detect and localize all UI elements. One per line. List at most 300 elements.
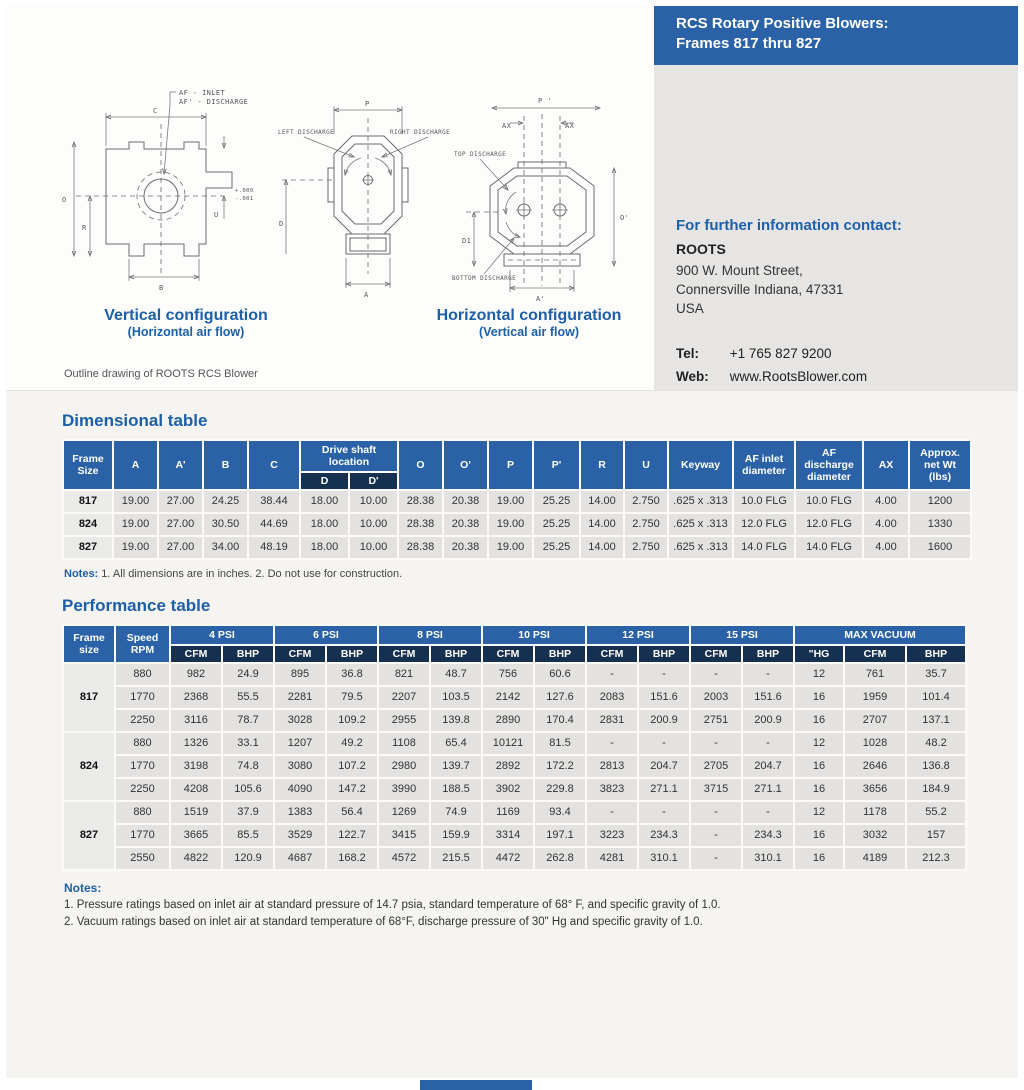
horizontal-configuration-drawing (452, 90, 660, 306)
perf-value-cell: 2083 (586, 686, 638, 709)
perf-value-cell: 79.5 (326, 686, 378, 709)
perf-value-cell: 2281 (274, 686, 326, 709)
perf-table-row (63, 709, 966, 732)
dim-column-header: O' (443, 440, 488, 490)
perf-value-cell: 3656 (844, 778, 906, 801)
perf-value-cell: 3198 (170, 755, 222, 778)
perf-value-cell: 93.4 (534, 801, 586, 824)
psi-group-header: 15 PSI (690, 625, 794, 645)
dim-column-header: A' (158, 440, 203, 490)
address-line: Connersville Indiana, 47331 (676, 282, 844, 297)
perf-value-cell: 184.9 (906, 778, 966, 801)
perf-value-cell: 2831 (586, 709, 638, 732)
speed-rpm-cell: 2550 (115, 847, 170, 870)
dim-cell: 10.00 (349, 490, 398, 513)
perf-value-cell: 821 (378, 663, 430, 686)
perf-value-cell: 262.8 (534, 847, 586, 870)
tel-value: +1 765 827 9200 (729, 346, 832, 361)
perf-value-cell: 10121 (482, 732, 534, 755)
dim-cell: 1200 (909, 490, 971, 513)
perf-value-cell: 197.1 (534, 824, 586, 847)
dim-cell: 10.0 FLG (733, 490, 795, 513)
tolerance-plus: +.000 (235, 188, 254, 194)
outline-drawing-note: Outline drawing of ROOTS RCS Blower (64, 368, 258, 380)
dim-cell: 48.19 (248, 536, 300, 559)
web-row (676, 369, 1000, 384)
perf-value-cell: 103.5 (430, 686, 482, 709)
perf-value-cell: 3990 (378, 778, 430, 801)
perf-value-cell: 2142 (482, 686, 534, 709)
web-value[interactable]: www.RootsBlower.com (729, 369, 868, 384)
dim-label-a: A (364, 291, 369, 299)
dimensional-table (62, 439, 972, 560)
left-right-discharge-drawing (272, 96, 454, 304)
perf-subcolumn-header: BHP (222, 645, 274, 663)
perf-value-cell: 204.7 (742, 755, 794, 778)
perf-value-cell: 16 (794, 847, 844, 870)
top-discharge-label: TOP DISCHARGE (454, 151, 507, 158)
perf-value-cell: - (742, 732, 794, 755)
perf-value-cell: 12 (794, 663, 844, 686)
perf-value-cell: 81.5 (534, 732, 586, 755)
perf-frame-header: Frame size (63, 625, 115, 663)
perf-value-cell: 2751 (690, 709, 742, 732)
dim-table-row (63, 513, 971, 536)
performance-table (62, 624, 967, 871)
perf-value-cell: 215.5 (430, 847, 482, 870)
perf-value-cell: 56.4 (326, 801, 378, 824)
perf-value-cell: 35.7 (906, 663, 966, 686)
dim-column-header: AX (863, 440, 909, 490)
dim-cell: 4.00 (863, 513, 909, 536)
perf-value-cell: - (742, 801, 794, 824)
perf-value-cell: 4281 (586, 847, 638, 870)
dim-label-d: D (279, 220, 284, 228)
perf-value-cell: 2955 (378, 709, 430, 732)
frame-size-cell: 824 (63, 732, 115, 801)
dim-cell: 18.00 (300, 490, 349, 513)
dim-column-header: Approx. net Wt (lbs) (909, 440, 971, 490)
dim-cell: 12.0 FLG (733, 513, 795, 536)
info-column (654, 6, 1018, 390)
dim-cell: 1330 (909, 513, 971, 536)
perf-subcolumn-header: BHP (906, 645, 966, 663)
perf-value-cell: 2368 (170, 686, 222, 709)
perf-value-cell: 3080 (274, 755, 326, 778)
dim-cell: 10.0 FLG (795, 490, 863, 513)
dim-cell: 19.00 (113, 490, 158, 513)
tolerance-minus: -.001 (235, 196, 254, 202)
perf-value-cell: 33.1 (222, 732, 274, 755)
dim-label-r: R (82, 224, 87, 232)
perf-value-cell: 1383 (274, 801, 326, 824)
dim-cell: 24.25 (203, 490, 248, 513)
perf-value-cell: 756 (482, 663, 534, 686)
dim-label-a-prime: A' (536, 295, 546, 303)
perf-value-cell: 3715 (690, 778, 742, 801)
contact-rows (676, 346, 1000, 384)
perf-value-cell: - (638, 732, 690, 755)
perf-value-cell: 16 (794, 686, 844, 709)
perf-subcolumn-header: CFM (586, 645, 638, 663)
perf-value-cell: 60.6 (534, 663, 586, 686)
perf-subcolumn-header: BHP (326, 645, 378, 663)
perf-value-cell: 78.7 (222, 709, 274, 732)
dim-cell: 14.0 FLG (795, 536, 863, 559)
perf-value-cell: - (638, 801, 690, 824)
perf-value-cell: 74.8 (222, 755, 274, 778)
banner-line-1: RCS Rotary Positive Blowers: (676, 15, 889, 32)
dim-table-row (63, 490, 971, 513)
frame-size-cell: 824 (63, 513, 113, 536)
perf-table-row (63, 663, 966, 686)
perf-subcolumn-header: CFM (844, 645, 906, 663)
dim-label-o: O (62, 196, 67, 204)
dim-cell: 28.38 (398, 536, 443, 559)
perf-subcolumn-header: CFM (274, 645, 326, 663)
speed-rpm-cell: 880 (115, 732, 170, 755)
dim-column-header: AF inlet diameter (733, 440, 795, 490)
perf-value-cell: 1028 (844, 732, 906, 755)
dim-cell: 20.38 (443, 490, 488, 513)
perf-value-cell: 101.4 (906, 686, 966, 709)
address-line: 900 W. Mount Street, (676, 263, 803, 278)
speed-rpm-cell: 2250 (115, 709, 170, 732)
contact-heading: For further information contact: (676, 217, 902, 234)
dim-column-header: C (248, 440, 300, 490)
perf-value-cell: 107.2 (326, 755, 378, 778)
dim-label-o-prime: O' (620, 214, 630, 222)
perf-value-cell: 2207 (378, 686, 430, 709)
perf-value-cell: 4822 (170, 847, 222, 870)
psi-group-header: 8 PSI (378, 625, 482, 645)
perf-value-cell: 36.8 (326, 663, 378, 686)
perf-value-cell: 229.8 (534, 778, 586, 801)
dim-cell: 19.00 (113, 536, 158, 559)
perf-value-cell: 122.7 (326, 824, 378, 847)
perf-value-cell: 65.4 (430, 732, 482, 755)
dim-cell: 20.38 (443, 513, 488, 536)
perf-value-cell: 85.5 (222, 824, 274, 847)
perf-value-cell: 151.6 (638, 686, 690, 709)
perf-value-cell: 271.1 (742, 778, 794, 801)
speed-rpm-cell: 880 (115, 663, 170, 686)
dim-column-header: Frame Size (63, 440, 113, 490)
tel-label: Tel: (676, 346, 699, 361)
dim-cell: 14.0 FLG (733, 536, 795, 559)
perf-value-cell: 234.3 (638, 824, 690, 847)
perf-value-cell: 1178 (844, 801, 906, 824)
perf-value-cell: 49.2 (326, 732, 378, 755)
speed-rpm-cell: 1770 (115, 686, 170, 709)
perf-subcolumn-header: CFM (482, 645, 534, 663)
perf-value-cell: 172.2 (534, 755, 586, 778)
horizontal-configuration-caption (402, 306, 656, 339)
perf-value-cell: - (586, 663, 638, 686)
perf-value-cell: 2707 (844, 709, 906, 732)
perf-value-cell: 200.9 (638, 709, 690, 732)
dim-cell: 18.00 (300, 536, 349, 559)
perf-table-row (63, 755, 966, 778)
dim-cell: 10.00 (349, 536, 398, 559)
performance-table-title: Performance table (62, 596, 211, 615)
dim-cell: 18.00 (300, 513, 349, 536)
perf-value-cell: 761 (844, 663, 906, 686)
notes-label: Notes: (64, 881, 102, 895)
dim-cell: 10.00 (349, 513, 398, 536)
web-label: Web: (676, 369, 709, 384)
perf-value-cell: 2705 (690, 755, 742, 778)
perf-value-cell: 3529 (274, 824, 326, 847)
dim-column-header: R (580, 440, 624, 490)
tel-row (676, 346, 1000, 361)
frame-size-cell: 817 (63, 490, 113, 513)
dim-cell: 19.00 (488, 513, 533, 536)
dim-cell: 27.00 (158, 536, 203, 559)
dim-cell: 1600 (909, 536, 971, 559)
ax-left-label: AX (502, 122, 512, 130)
dim-cell: 19.00 (113, 513, 158, 536)
speed-rpm-cell: 2250 (115, 778, 170, 801)
dim-cell: 2.750 (624, 513, 668, 536)
frame-size-cell: 827 (63, 536, 113, 559)
dim-column-header: P' (533, 440, 580, 490)
dim-cell: 14.00 (580, 536, 624, 559)
perf-value-cell: 3314 (482, 824, 534, 847)
perf-value-cell: - (638, 663, 690, 686)
dim-label-p: P (365, 100, 370, 108)
af-discharge-label: AF' - DISCHARGE (179, 98, 249, 106)
dim-cell: 19.00 (488, 490, 533, 513)
right-discharge-label: RIGHT DISCHARGE (390, 129, 451, 136)
dim-table-row (63, 536, 971, 559)
perf-value-cell: 12 (794, 801, 844, 824)
perf-subcolumn-header: BHP (638, 645, 690, 663)
perf-value-cell: 157 (906, 824, 966, 847)
caption-title: Vertical configuration (104, 307, 268, 324)
perf-value-cell: 139.8 (430, 709, 482, 732)
perf-table-row (63, 778, 966, 801)
dim-cell: 28.38 (398, 490, 443, 513)
perf-value-cell: 12 (794, 732, 844, 755)
perf-value-cell: 1326 (170, 732, 222, 755)
perf-subcolumn-header: CFM (170, 645, 222, 663)
perf-value-cell: 16 (794, 755, 844, 778)
perf-table-row (63, 686, 966, 709)
perf-speed-header: Speed RPM (115, 625, 170, 663)
perf-value-cell: 55.2 (906, 801, 966, 824)
speed-rpm-cell: 880 (115, 801, 170, 824)
left-discharge-label: LEFT DISCHARGE (278, 129, 335, 136)
psi-group-header: 4 PSI (170, 625, 274, 645)
drive-shaft-group-header: Drive shaft location (300, 440, 398, 472)
dim-label-u: U (214, 211, 219, 219)
dim-cell: 12.0 FLG (795, 513, 863, 536)
psi-group-header: 6 PSI (274, 625, 378, 645)
perf-value-cell: 168.2 (326, 847, 378, 870)
dim-cell: 27.00 (158, 490, 203, 513)
dim-cell: 19.00 (488, 536, 533, 559)
perf-subcolumn-header: CFM (378, 645, 430, 663)
perf-value-cell: - (742, 663, 794, 686)
perf-value-cell: 212.3 (906, 847, 966, 870)
perf-value-cell: 105.6 (222, 778, 274, 801)
perf-value-cell: 1519 (170, 801, 222, 824)
perf-value-cell: 4472 (482, 847, 534, 870)
perf-value-cell: 48.2 (906, 732, 966, 755)
dim-cell: 4.00 (863, 536, 909, 559)
perf-value-cell: 151.6 (742, 686, 794, 709)
perf-value-cell: 3116 (170, 709, 222, 732)
af-inlet-label: AF - INLET (179, 89, 226, 97)
notes-label: Notes: (64, 568, 99, 580)
perf-value-cell: 170.4 (534, 709, 586, 732)
company-name: ROOTS (676, 241, 726, 257)
perf-value-cell: 109.2 (326, 709, 378, 732)
perf-value-cell: - (586, 732, 638, 755)
address-line: USA (676, 301, 704, 316)
perf-value-cell: 3223 (586, 824, 638, 847)
dim-label-b: B (159, 284, 164, 292)
perf-value-cell: 1169 (482, 801, 534, 824)
page-frame (6, 6, 1018, 1078)
caption-subtitle: (Horizontal air flow) (127, 325, 245, 339)
perf-value-cell: 48.7 (430, 663, 482, 686)
perf-value-cell: 120.9 (222, 847, 274, 870)
dim-label-p-prime: P ' (538, 97, 552, 105)
perf-value-cell: - (690, 663, 742, 686)
dim-cell: 14.00 (580, 513, 624, 536)
dim-column-header: A (113, 440, 158, 490)
perf-value-cell: 310.1 (638, 847, 690, 870)
perf-value-cell: 1108 (378, 732, 430, 755)
performance-table-notes (64, 881, 966, 931)
perf-value-cell: 2003 (690, 686, 742, 709)
note-item: 1. Pressure ratings based on inlet air at standard pressure of 14.7 psia, standard temperature of 68° F, and specific gravity of 1.0. (64, 899, 721, 911)
perf-value-cell: 4189 (844, 847, 906, 870)
perf-value-cell: 4572 (378, 847, 430, 870)
footer-tab (420, 1080, 532, 1090)
dimensional-table-title: Dimensional table (62, 411, 208, 430)
caption-subtitle: (Vertical air flow) (478, 325, 580, 339)
dim-column-header: B (203, 440, 248, 490)
dimensional-table-notes (64, 568, 966, 580)
note-item: 2. Vacuum ratings based on inlet air at standard temperature of 68°F, discharge pressure of 30" Hg and specific gravity of 1.0. (64, 916, 703, 928)
perf-value-cell: - (690, 801, 742, 824)
psi-group-header: 12 PSI (586, 625, 690, 645)
perf-value-cell: 3665 (170, 824, 222, 847)
perf-table-row (63, 732, 966, 755)
bottom-discharge-label: BOTTOM DISCHARGE (452, 275, 517, 282)
dim-subcolumn-header: D' (349, 472, 398, 490)
perf-value-cell: 147.2 (326, 778, 378, 801)
perf-subcolumn-header: "HG (794, 645, 844, 663)
dim-cell: .625 x .313 (668, 513, 733, 536)
perf-value-cell: 4208 (170, 778, 222, 801)
dim-cell: 38.44 (248, 490, 300, 513)
perf-subcolumn-header: CFM (690, 645, 742, 663)
perf-value-cell: 139.7 (430, 755, 482, 778)
dim-label-d1: D1 (462, 237, 472, 245)
perf-value-cell: - (690, 824, 742, 847)
dim-column-header: U (624, 440, 668, 490)
perf-value-cell: 16 (794, 824, 844, 847)
dim-column-header: O (398, 440, 443, 490)
speed-rpm-cell: 1770 (115, 755, 170, 778)
perf-table-row (63, 801, 966, 824)
dim-cell: .625 x .313 (668, 490, 733, 513)
perf-subcolumn-header: BHP (430, 645, 482, 663)
perf-value-cell: 1959 (844, 686, 906, 709)
perf-value-cell: 3823 (586, 778, 638, 801)
dim-cell: 2.750 (624, 536, 668, 559)
vertical-configuration-drawing (56, 84, 288, 302)
perf-value-cell: 4687 (274, 847, 326, 870)
frame-size-cell: 827 (63, 801, 115, 870)
perf-value-cell: - (586, 801, 638, 824)
perf-value-cell: 2813 (586, 755, 638, 778)
perf-value-cell: - (690, 847, 742, 870)
dim-column-header: P (488, 440, 533, 490)
vertical-configuration-caption (62, 306, 310, 339)
perf-value-cell: 24.9 (222, 663, 274, 686)
perf-table-row (63, 824, 966, 847)
perf-value-cell: 4090 (274, 778, 326, 801)
dim-cell: 25.25 (533, 513, 580, 536)
perf-value-cell: 16 (794, 709, 844, 732)
perf-value-cell: 3415 (378, 824, 430, 847)
psi-group-header: 10 PSI (482, 625, 586, 645)
banner-line-2: Frames 817 thru 827 (676, 35, 822, 52)
speed-rpm-cell: 1770 (115, 824, 170, 847)
dim-cell: 28.38 (398, 513, 443, 536)
perf-value-cell: 895 (274, 663, 326, 686)
perf-value-cell: 3032 (844, 824, 906, 847)
max-vacuum-group-header: MAX VACUUM (794, 625, 966, 645)
perf-value-cell: 159.9 (430, 824, 482, 847)
dim-cell: 2.750 (624, 490, 668, 513)
dim-cell: 44.69 (248, 513, 300, 536)
perf-value-cell: 2892 (482, 755, 534, 778)
dim-column-header: Keyway (668, 440, 733, 490)
perf-value-cell: 2890 (482, 709, 534, 732)
main-content (6, 391, 1018, 931)
dim-subcolumn-header: D (300, 472, 349, 490)
dim-label-c: C (153, 107, 158, 115)
dim-cell: 4.00 (863, 490, 909, 513)
perf-value-cell: 2646 (844, 755, 906, 778)
perf-value-cell: 982 (170, 663, 222, 686)
perf-value-cell: 55.5 (222, 686, 274, 709)
perf-value-cell: 136.8 (906, 755, 966, 778)
dim-cell: .625 x .313 (668, 536, 733, 559)
frame-size-cell: 817 (63, 663, 115, 732)
dim-cell: 34.00 (203, 536, 248, 559)
dim-column-header: AF discharge diameter (795, 440, 863, 490)
contact-panel (654, 65, 1018, 390)
notes-text: 1. All dimensions are in inches. 2. Do not use for construction. (101, 568, 403, 580)
perf-value-cell: 1269 (378, 801, 430, 824)
dim-cell: 14.00 (580, 490, 624, 513)
perf-value-cell: 310.1 (742, 847, 794, 870)
dim-cell: 25.25 (533, 536, 580, 559)
perf-value-cell: 3028 (274, 709, 326, 732)
perf-value-cell: 3902 (482, 778, 534, 801)
drawings-panel (6, 6, 654, 390)
perf-value-cell: 37.9 (222, 801, 274, 824)
perf-value-cell: 2980 (378, 755, 430, 778)
perf-value-cell: 74.9 (430, 801, 482, 824)
